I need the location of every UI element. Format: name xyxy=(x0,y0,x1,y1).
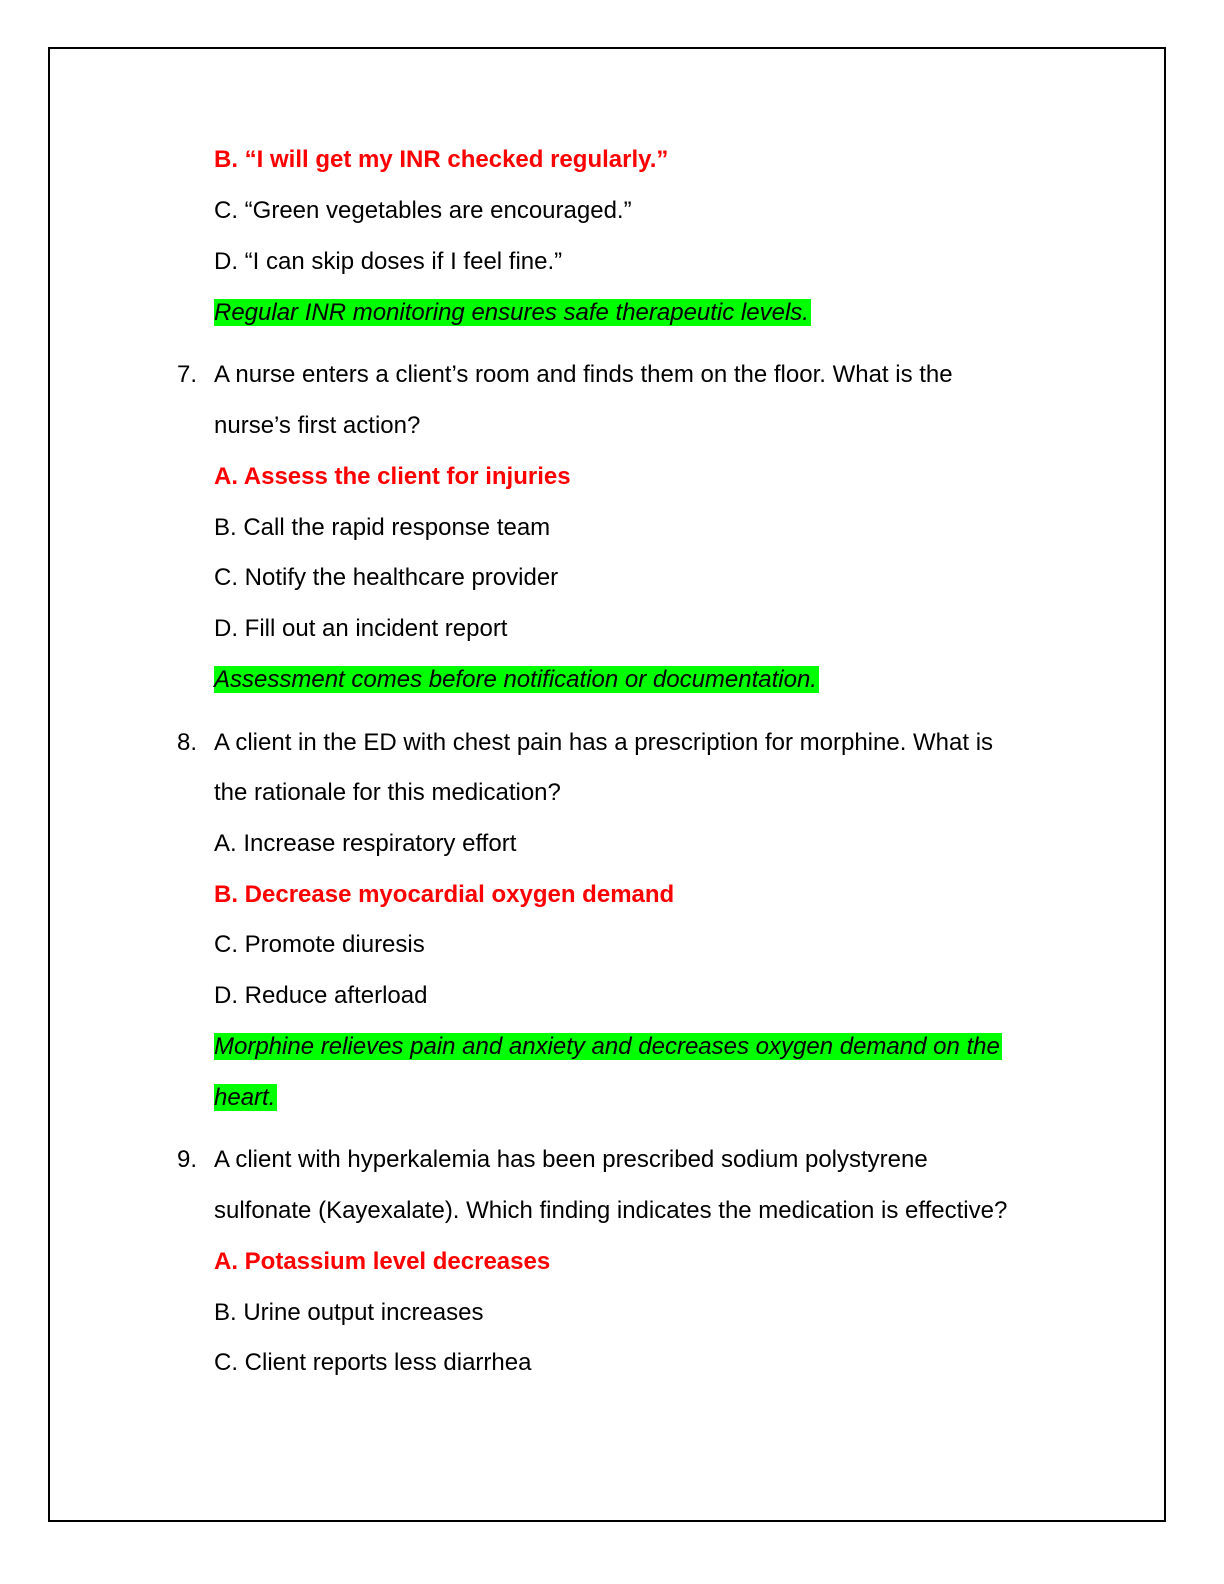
q9-stem-line2: sulfonate (Kayexalate). Which finding indicates the medication is effective? xyxy=(214,1197,1008,1224)
q6-option-b-correct: B. “I will get my INR checked regularly.” xyxy=(214,146,669,173)
q8-option-d: D. Reduce afterload xyxy=(214,982,428,1009)
q9-number: 9. xyxy=(177,1146,198,1173)
q6-rationale: Regular INR monitoring ensures safe therapeutic levels. xyxy=(214,299,809,326)
q8-option-c: C. Promote diuresis xyxy=(214,931,425,958)
q9-option-c: C. Client reports less diarrhea xyxy=(214,1349,532,1376)
q8-option-a: A. Increase respiratory effort xyxy=(214,830,517,857)
q7-rationale: Assessment comes before notification or documentation. xyxy=(214,666,817,693)
q8-number: 8. xyxy=(177,729,198,756)
q6-option-d: D. “I can skip doses if I feel fine.” xyxy=(214,248,563,275)
q9-stem-line1: A client with hyperkalemia has been prescribed sodium polystyrene xyxy=(214,1146,928,1173)
q7-stem-line2: nurse’s first action? xyxy=(214,412,421,439)
q6-option-c: C. “Green vegetables are encouraged.” xyxy=(214,197,632,224)
q8-stem-line1: A client in the ED with chest pain has a prescription for morphine. What is xyxy=(214,729,994,756)
q7-option-b: B. Call the rapid response team xyxy=(214,514,551,541)
q8-option-b-correct: B. Decrease myocardial oxygen demand xyxy=(214,881,675,908)
q7-number: 7. xyxy=(177,361,198,388)
q9-option-a-correct: A. Potassium level decreases xyxy=(214,1248,551,1275)
q7-option-c: C. Notify the healthcare provider xyxy=(214,564,559,591)
q7-option-a-correct: A. Assess the client for injuries xyxy=(214,463,571,490)
q8-rationale-line1: Morphine relieves pain and anxiety and decreases oxygen demand on the xyxy=(214,1033,1000,1060)
q7-stem-line1: A nurse enters a client’s room and finds them on the floor. What is the xyxy=(214,361,953,388)
q8-stem-line2: the rationale for this medication? xyxy=(214,779,561,806)
q9-option-b: B. Urine output increases xyxy=(214,1299,484,1326)
q7-option-d: D. Fill out an incident report xyxy=(214,615,508,642)
q8-rationale-line2: heart. xyxy=(214,1084,276,1111)
